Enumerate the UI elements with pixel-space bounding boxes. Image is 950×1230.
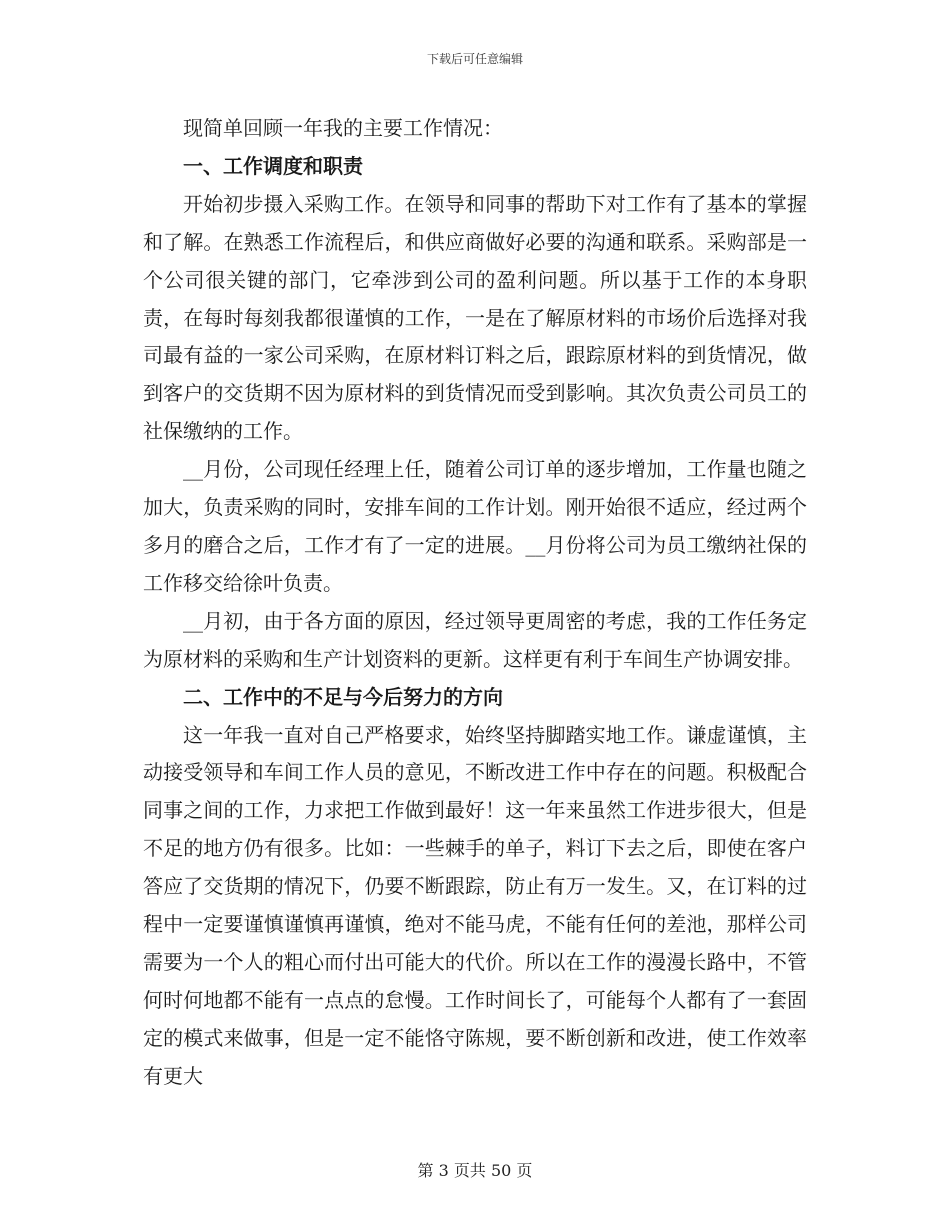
page-header: 下载后可任意编辑 [426, 52, 523, 66]
paragraph: __月份，公司现任经理上任，随着公司订单的逐步增加，工作量也随之加大，负责采购的同时，安排车间的工作计划。刚开始很不适应，经过两个多月的磨合之后，工作才有了一定的进展。__月份将公司为员工缴纳社保的工作移交给徐叶负责。 [143, 457, 807, 595]
paragraph: 开始初步摄入采购工作。在领导和同事的帮助下对工作有了基本的掌握和了解。在熟悉工作流程后，和供应商做好必要的沟通和联系。采购部是一个公司很关键的部门，它牵涉到公司的盈利问题。所以基于工作的本身职责，在每时每刻我都很谨慎的工作，一是在了解原材料的市场价后选择对我司最有益的一家公司采购，在原材料订料之后，跟踪原材料的到货情况，做到客户的交货期不因为原材料的到货情况而受到影响。其次负责公司员工的社保缴纳的工作。 [143, 191, 807, 444]
page-footer: 第 3 页共 50 页 [417, 1161, 533, 1180]
paragraph: 这一年我一直对自己严格要求，始终坚持脚踏实地工作。谦虚谨慎，主动接受领导和车间工作人员的意见，不断改进工作中存在的问题。积极配合同事之间的工作，力求把工作做到最好！这一年来虽然工作进步很大，但是不足的地方仍有很多。比如：一些棘手的单子，料订下去之后，即使在客户答应了交货期的情况下，仍要不断跟踪，防止有万一发生。又，在订料的过程中一定要谨慎谨慎再谨慎，绝对不能马虎，不能有任何的差池，那样公司需要为一个人的粗心而付出可能大的代价。所以在工作的漫漫长路中，不管何时何地都不能有一点点的怠慢。工作时间长了，可能每个人都有了一套固定的模式来做事，但是一定不能恪守陈规，要不断创新和改进，使工作效率有更大 [143, 722, 807, 1088]
paragraph: __月初，由于各方面的原因，经过领导更周密的考虑，我的工作任务定为原材料的采购和生产计划资料的更新。这样更有利于车间生产协调安排。 [143, 608, 807, 671]
document-body [143, 110, 807, 1096]
section-heading-1: 一、工作调度和职责 [183, 153, 363, 178]
paragraph-intro: 现简单回顾一年我的主要工作情况： [183, 116, 503, 140]
section-heading-2: 二、工作中的不足与今后努力的方向 [183, 684, 503, 709]
